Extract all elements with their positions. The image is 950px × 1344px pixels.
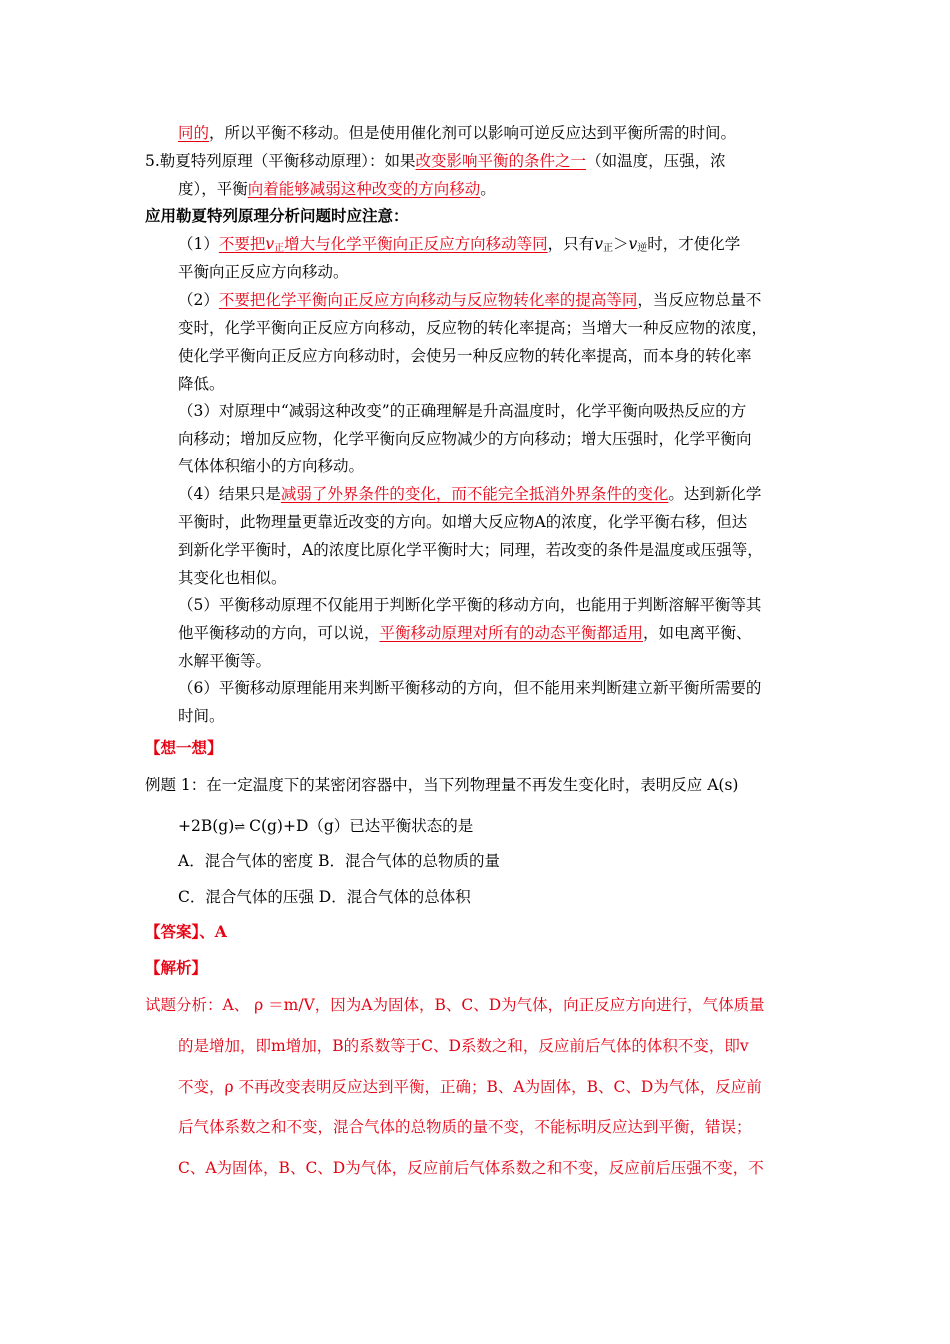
note-2-line-1 <box>178 290 761 310</box>
analysis-line-4: 后气体系数之和不变，混合气体的总物质的量不变，不能标明反应达到平衡，错误； <box>178 1118 752 1136</box>
underlined-phrase: 同的 <box>178 124 210 142</box>
note-6-line-2: 时间。 <box>178 707 225 725</box>
principle-5-line-1 <box>145 151 726 171</box>
paragraph-text: ，只有 <box>547 235 595 253</box>
note-3-line-2: 向移动；增加反应物，化学平衡向反应物减少的方向移动；增大压强时，化学平衡向 <box>178 430 752 448</box>
equation-products: C(g)+D（g）已达平衡状态的是 <box>244 817 474 835</box>
paragraph-tail <box>178 123 736 143</box>
underlined-phrase: 改变影响平衡的条件之一 <box>415 152 587 170</box>
think-heading: 【想一想】 <box>145 738 223 757</box>
paragraph-text: 时，才使化学 <box>647 235 741 253</box>
analysis-line-3: 不变，ρ 不再改变表明反应达到平衡，正确；B、A为固体，B、C、D为气体，反应前 <box>178 1078 762 1096</box>
paragraph-text: ，当反应物总量不 <box>637 291 762 309</box>
underlined-text: 不要把 <box>218 235 266 253</box>
paragraph-text: （4）结果只是 <box>178 485 281 503</box>
analysis-heading: 【解析】 <box>145 958 208 977</box>
note-1-line-2: 平衡向正反应方向移动。 <box>178 263 349 281</box>
note-6-line-1: （6）平衡移动原理能用来判断平衡移动的方向，但不能用来判断建立新平衡所需要的 <box>178 679 762 697</box>
example-line-2 <box>178 816 473 838</box>
greater-than-sign: ＞ <box>612 235 629 253</box>
velocity-subscript: 正 <box>602 243 613 254</box>
underlined-phrase <box>219 235 548 253</box>
underlined-phrase: 向着能够减弱这种改变的方向移动 <box>247 180 481 198</box>
note-2-line-2: 变时，化学平衡向正反应方向移动，反应物的转化率提高；当增大一种反应物的浓度， <box>178 319 768 337</box>
paragraph-text: ，所以平衡不移动。但是使用催化剂可以影响可逆反应达到平衡所需的时间。 <box>209 124 737 142</box>
options-a-b: A．混合气体的密度 B．混合气体的总物质的量 <box>178 852 501 870</box>
note-2-line-3: 使化学平衡向正反应方向移动时，会使另一种反应物的转化率提高，而本身的转化率 <box>178 347 752 365</box>
note-number: （2） <box>178 291 219 309</box>
underlined-text: 增大与化学平衡向正反应方向移动等同 <box>284 235 548 253</box>
note-3-line-1: （3）对原理中“减弱这种改变”的正确理解是升高温度时，化学平衡向吸热反应的方 <box>178 402 747 420</box>
velocity-symbol: v <box>594 235 603 253</box>
note-4-line-2: 平衡时，此物理量更靠近改变的方向。如增大反应物A的浓度，化学平衡右移，但达 <box>178 513 748 531</box>
note-4-line-1 <box>178 484 761 504</box>
note-4-line-3: 到新化学平衡时，A的浓度比原化学平衡时大；同理，若改变的条件是温度或压强等， <box>178 541 763 559</box>
velocity-symbol: v <box>628 235 638 253</box>
analysis-line-2: 的是增加，即m增加，B的系数等于C、D系数之和，反应前后气体的体积不变，即v <box>178 1037 749 1055</box>
notes-heading: 应用勒夏特列原理分析问题时应注意： <box>145 206 409 225</box>
paragraph-text: ，如电离平衡、 <box>643 624 752 642</box>
note-4-line-4: 其变化也相似。 <box>178 569 287 587</box>
paragraph-text: （如温度，压强，浓 <box>586 152 726 170</box>
principle-5-line-2 <box>178 179 496 199</box>
equilibrium-arrow-icon: ⇌ <box>234 820 245 835</box>
paragraph-text: 度），平衡 <box>178 180 248 198</box>
underlined-phrase: 不要把化学平衡向正反应方向移动与反应物转化率的提高等同 <box>218 291 638 309</box>
velocity-subscript: 正 <box>274 243 285 254</box>
underlined-phrase: 减弱了外界条件的变化，而不能完全抵消外界条件的变化 <box>280 485 669 503</box>
note-1-line-1 <box>178 234 740 259</box>
note-5-line-1: （5）平衡移动原理不仅能用于判断化学平衡的移动方向，也能用于判断溶解平衡等其 <box>178 596 762 614</box>
paragraph-text: 5.勒夏特列原理（平衡移动原理）：如果 <box>145 152 416 170</box>
analysis-line-1: 试题分析：A、 ρ ＝m/V，因为A为固体，B、C、D为气体，向正反应方向进行，气体质量 <box>145 996 765 1014</box>
paragraph-text: 。达到新化学 <box>668 485 762 503</box>
velocity-symbol: v <box>265 235 275 253</box>
analysis-line-5: C、A为固体，B、C、D为气体，反应前后气体系数之和不变，反应前后压强不变，不 <box>178 1159 764 1177</box>
example-line-1: 例题 1：在一定温度下的某密闭容器中，当下列物理量不再发生变化时，表明反应 A(s) <box>145 776 739 794</box>
note-5-line-3: 水解平衡等。 <box>178 652 272 670</box>
note-2-line-4: 降低。 <box>178 375 225 393</box>
paragraph-text: 他平衡移动的方向，可以说， <box>178 624 380 642</box>
note-number: （1） <box>178 235 219 253</box>
velocity-subscript: 逆 <box>637 243 648 254</box>
answer-line: 【答案】、A <box>145 922 227 941</box>
paragraph-text: 。 <box>480 180 496 198</box>
equation-reactants: +2B(g) <box>178 817 235 835</box>
options-c-d: C．混合气体的压强 D．混合气体的总体积 <box>178 888 471 906</box>
note-5-line-2 <box>178 623 752 643</box>
underlined-phrase: 平衡移动原理对所有的动态平衡都适用 <box>379 624 644 642</box>
note-3-line-3: 气体体积缩小的方向移动。 <box>178 457 365 475</box>
